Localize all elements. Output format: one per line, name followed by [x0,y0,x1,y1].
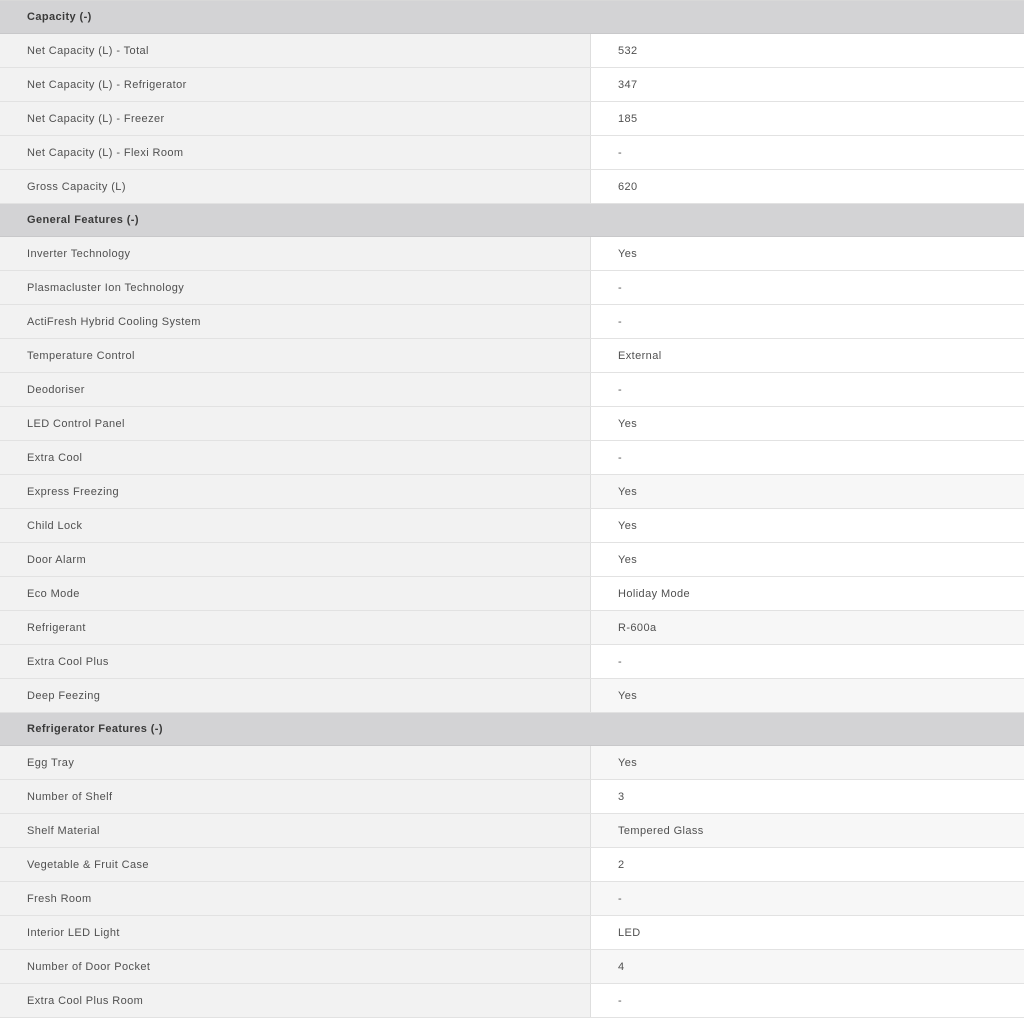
spec-value: 185 [591,102,1024,135]
spec-label: Gross Capacity (L) [0,170,591,203]
spec-label: Child Lock [0,509,591,542]
spec-label: Refrigerant [0,611,591,644]
spec-value: - [591,882,1024,915]
spec-value: - [591,305,1024,338]
spec-label: LED Control Panel [0,407,591,440]
section-title: General Features (-) [27,214,139,226]
spec-value: Yes [591,543,1024,576]
spec-label: Plasmacluster Ion Technology [0,271,591,304]
spec-value: - [591,984,1024,1017]
spec-label: Shelf Material [0,814,591,847]
table-row [0,645,1024,679]
table-row [0,136,1024,170]
table-row [0,577,1024,611]
section-title: Refrigerator Features (-) [27,723,163,735]
table-row [0,102,1024,136]
table-row [0,543,1024,577]
spec-label: Number of Shelf [0,780,591,813]
table-row [0,746,1024,780]
section-header-refrigerator-features[interactable] [0,713,1024,746]
spec-value: 620 [591,170,1024,203]
spec-label: Egg Tray [0,746,591,779]
spec-value: LED [591,916,1024,949]
spec-value: 2 [591,848,1024,881]
table-row [0,509,1024,543]
spec-label: Net Capacity (L) - Freezer [0,102,591,135]
table-row [0,373,1024,407]
spec-label: Vegetable & Fruit Case [0,848,591,881]
spec-value: 3 [591,780,1024,813]
spec-value: Yes [591,746,1024,779]
table-row [0,950,1024,984]
spec-label: Net Capacity (L) - Refrigerator [0,68,591,101]
spec-value: Yes [591,475,1024,508]
spec-value: Holiday Mode [591,577,1024,610]
spec-label: ActiFresh Hybrid Cooling System [0,305,591,338]
spec-label: Extra Cool Plus Room [0,984,591,1017]
table-row [0,305,1024,339]
table-row [0,237,1024,271]
spec-label: Deodoriser [0,373,591,406]
table-row [0,984,1024,1018]
spec-value: 4 [591,950,1024,983]
spec-label: Number of Door Pocket [0,950,591,983]
spec-label: Express Freezing [0,475,591,508]
table-row [0,170,1024,204]
spec-label: Extra Cool [0,441,591,474]
spec-value: Tempered Glass [591,814,1024,847]
table-row [0,475,1024,509]
table-row [0,814,1024,848]
section-header-capacity[interactable] [0,1,1024,34]
spec-label: Fresh Room [0,882,591,915]
spec-value: External [591,339,1024,372]
spec-value: - [591,373,1024,406]
table-row [0,916,1024,950]
spec-label: Extra Cool Plus [0,645,591,678]
spec-label: Door Alarm [0,543,591,576]
section-title: Capacity (-) [27,11,92,23]
spec-value: 347 [591,68,1024,101]
spec-value: Yes [591,407,1024,440]
spec-value: - [591,645,1024,678]
table-row [0,68,1024,102]
spec-value: - [591,441,1024,474]
table-row [0,441,1024,475]
table-row [0,679,1024,713]
spec-value: R-600a [591,611,1024,644]
spec-label: Deep Feezing [0,679,591,712]
spec-label: Temperature Control [0,339,591,372]
spec-value: - [591,271,1024,304]
spec-label: Eco Mode [0,577,591,610]
spec-label: Net Capacity (L) - Flexi Room [0,136,591,169]
spec-value: Yes [591,679,1024,712]
table-row [0,271,1024,305]
table-row [0,611,1024,645]
table-row [0,407,1024,441]
table-row [0,34,1024,68]
section-header-general-features[interactable] [0,204,1024,237]
spec-value: 532 [591,34,1024,67]
spec-value: Yes [591,237,1024,270]
table-row [0,882,1024,916]
spec-value: Yes [591,509,1024,542]
table-row [0,339,1024,373]
spec-label: Interior LED Light [0,916,591,949]
spec-label: Net Capacity (L) - Total [0,34,591,67]
table-row [0,848,1024,882]
spec-label: Inverter Technology [0,237,591,270]
table-row [0,780,1024,814]
spec-value: - [591,136,1024,169]
